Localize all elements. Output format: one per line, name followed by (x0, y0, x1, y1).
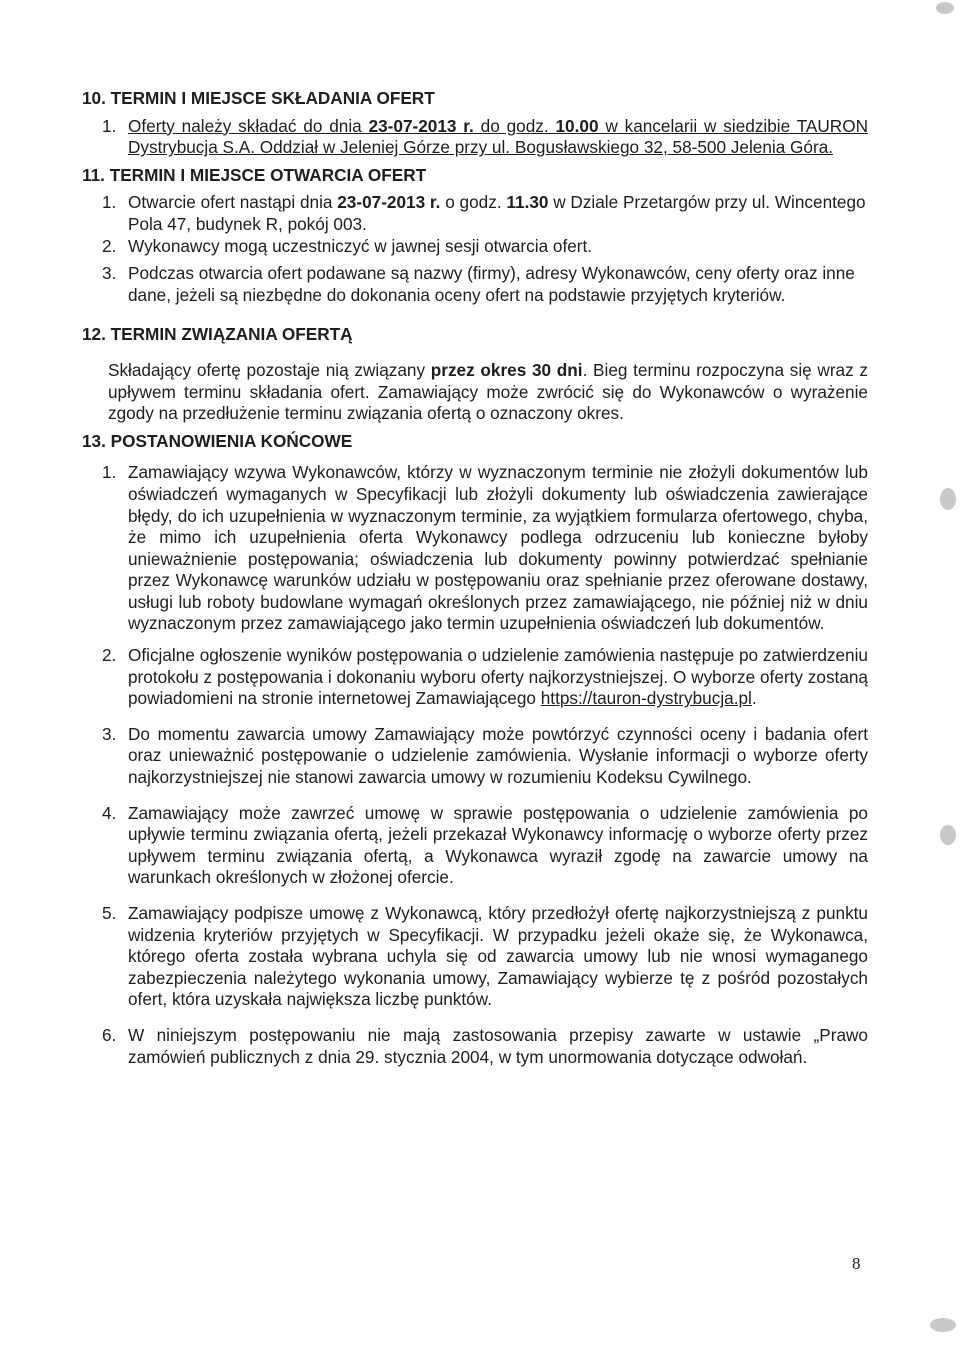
section-heading: 12. TERMIN ZWIĄZANIA OFERTĄ (82, 324, 353, 345)
section-heading: 11. TERMIN I MIEJSCE OTWARCIA OFERT (82, 164, 427, 185)
list-item (82, 263, 868, 306)
list-item (82, 192, 868, 235)
text-run: do godz. (473, 115, 556, 136)
item-text (128, 645, 868, 710)
section-heading: 13. POSTANOWIENIA KOŃCOWE (82, 430, 353, 451)
item-number: 5. (102, 903, 117, 923)
item-number: 2. (102, 645, 117, 666)
item-text: Zamawiający wzywa Wykonawców, którzy w wyznaczonym terminie nie złożyli dokumentów lub oświadczeń wymaganych w Specyfikacji lub złożyli dokumenty lub oświadczenia zawierające błędy, do ich uzupełnienia w wyznaczonym terminie, za wyjątkiem formularza ofertowego, chyba, że mimo ich uzupełnienia oferta Wykonawcy podlega odrzuceniu lub konieczne byłoby unieważnienie postępowania; oświadczenia lub dokumenty powinny potwierdzać spełnianie przez Wykonawcę warunków udziału w postępowaniu oraz spełnianie przez oferowane dostawy, usługi lub roboty budowlane wymagań określonych przez zamawiającego, nie później niż w dniu wyznaczonym przez zamawiającego jako termin uzupełnienia oświadczeń lub dokumentów. (128, 462, 868, 634)
text-run: Oferty należy składać do dnia (128, 115, 369, 136)
date-text: 23-07-2013 r. (337, 192, 441, 213)
item-number: 1. (102, 462, 117, 483)
list-item (82, 803, 868, 889)
scan-speck (940, 825, 956, 845)
item-number: 2. (102, 235, 117, 256)
item-number: 1. (102, 115, 117, 136)
section-paragraph (108, 360, 868, 425)
text-run: Oficjalne ogłoszenie wyników postępowania o udzielenie zamówienia następuje po zatwierdzeniu protokołu z postępowania i dokonaniu wyboru oferty najkorzystniejszej. O wyborze oferty zostaną powiadomieni na stronie internetowej Zamawiającego (128, 645, 868, 709)
time-text: 10.00 (555, 115, 599, 136)
text-run: Składający ofertę pozostaje nią związany (108, 359, 431, 380)
website-link[interactable]: https://tauron-dystrybucja.pl (540, 688, 752, 709)
text-run: . (751, 688, 757, 709)
text-run: w Dziale Przetargów przy ul. Wincentego Pola 47, budynek R, pokój 003. (128, 192, 866, 234)
item-text (128, 116, 868, 159)
item-number: 4. (102, 802, 117, 823)
list-item (82, 462, 868, 635)
item-number: 3. (102, 263, 117, 284)
text-run: w kancelarii w siedzibie TAURON Dystrybucja S.A. Oddział w Jeleniej Górze przy ul. Bogusławskiego 32, 58-500 Jelenia Góra. (128, 115, 868, 158)
list-item (82, 116, 868, 159)
list-item (82, 645, 868, 710)
item-text: Podczas otwarcia ofert podawane są nazwy (firmy), adresy Wykonawców, ceny oferty oraz inne dane, jeżeli są niezbędne do dokonania oceny ofert na podstawie przyjętych kryteriów. (128, 263, 855, 305)
item-text: W niniejszym postępowaniu nie mają zastosowania przepisy zawarte w ustawie „Prawo zamówień publicznych z dnia 29. stycznia 2004, w tym unormowania dotyczące odwołań. (128, 1024, 868, 1067)
item-text: Wykonawcy mogą uczestniczyć w jawnej sesji otwarcia ofert. (128, 235, 593, 256)
item-text: Zamawiający może zawrzeć umowę w sprawie postępowania o udzielenie zamówienia po upływie terminu związania ofertą, jeżeli przekazał Wykonawcy informację o wyborze oferty przez upływem terminu związania ofertą, a Wykonawca wyraził zgodę na zawarcie umowy na warunkach określonych w złożonej ofercie. (128, 802, 868, 888)
text-run: . Bieg terminu rozpoczyna się wraz z upływem terminu składania ofert. Zamawiający może zwrócić się do Wykonawców o wyrażenie zgody na przedłużenie terminu związania ofertą o oznaczony okres. (108, 359, 868, 424)
item-text: Do momentu zawarcia umowy Zamawiający może powtórzyć czynności oceny i badania ofert oraz unieważnić postępowanie o udzielenie zamówienia. Wysłanie informacji o wyborze oferty najkorzystniejszej nie stanowi zawarcia umowy w rozumieniu Kodeksu Cywilnego. (128, 723, 868, 788)
list-item (82, 1025, 868, 1068)
section-12 (82, 324, 868, 424)
item-number: 6. (102, 1024, 117, 1045)
list-item (82, 236, 868, 258)
bold-text: przez okres 30 dni (430, 359, 583, 380)
section-heading: 10. TERMIN I MIEJSCE SKŁADANIA OFERT (82, 88, 435, 108)
text-run: o godz. (440, 192, 507, 213)
section-13 (82, 431, 868, 1068)
page-number: 8 (852, 1254, 861, 1273)
list-item (82, 903, 868, 1011)
item-text (128, 192, 868, 235)
item-text: Zamawiający podpisze umowę z Wykonawcą, który przedłożył ofertę najkorzystniejszą z punktu widzenia kryteriów przyjętych w Specyfikacji. W przypadku jeżeli okaże się, że Wykonawca, którego oferta została wybrana uchyla się od zawarcia umowy lub nie wnosi wymaganego zabezpieczenia należytego wykonania umowy, Zamawiający wybierze tę z pośród pozostałych ofert, która uzyskała największa liczbę punktów. (128, 903, 868, 1010)
section-10 (82, 88, 868, 159)
date-text: 23-07-2013 r. (368, 115, 474, 136)
scan-speck (940, 488, 956, 510)
item-number: 1. (102, 192, 117, 213)
document-content (82, 88, 868, 1068)
scan-speck (930, 1318, 956, 1332)
text-run: Otwarcie ofert nastąpi dnia (128, 192, 338, 213)
time-text: 11.30 (506, 192, 549, 213)
scan-speck (936, 2, 954, 14)
section-11 (82, 165, 868, 307)
item-number: 3. (102, 723, 117, 744)
list-item (82, 724, 868, 789)
